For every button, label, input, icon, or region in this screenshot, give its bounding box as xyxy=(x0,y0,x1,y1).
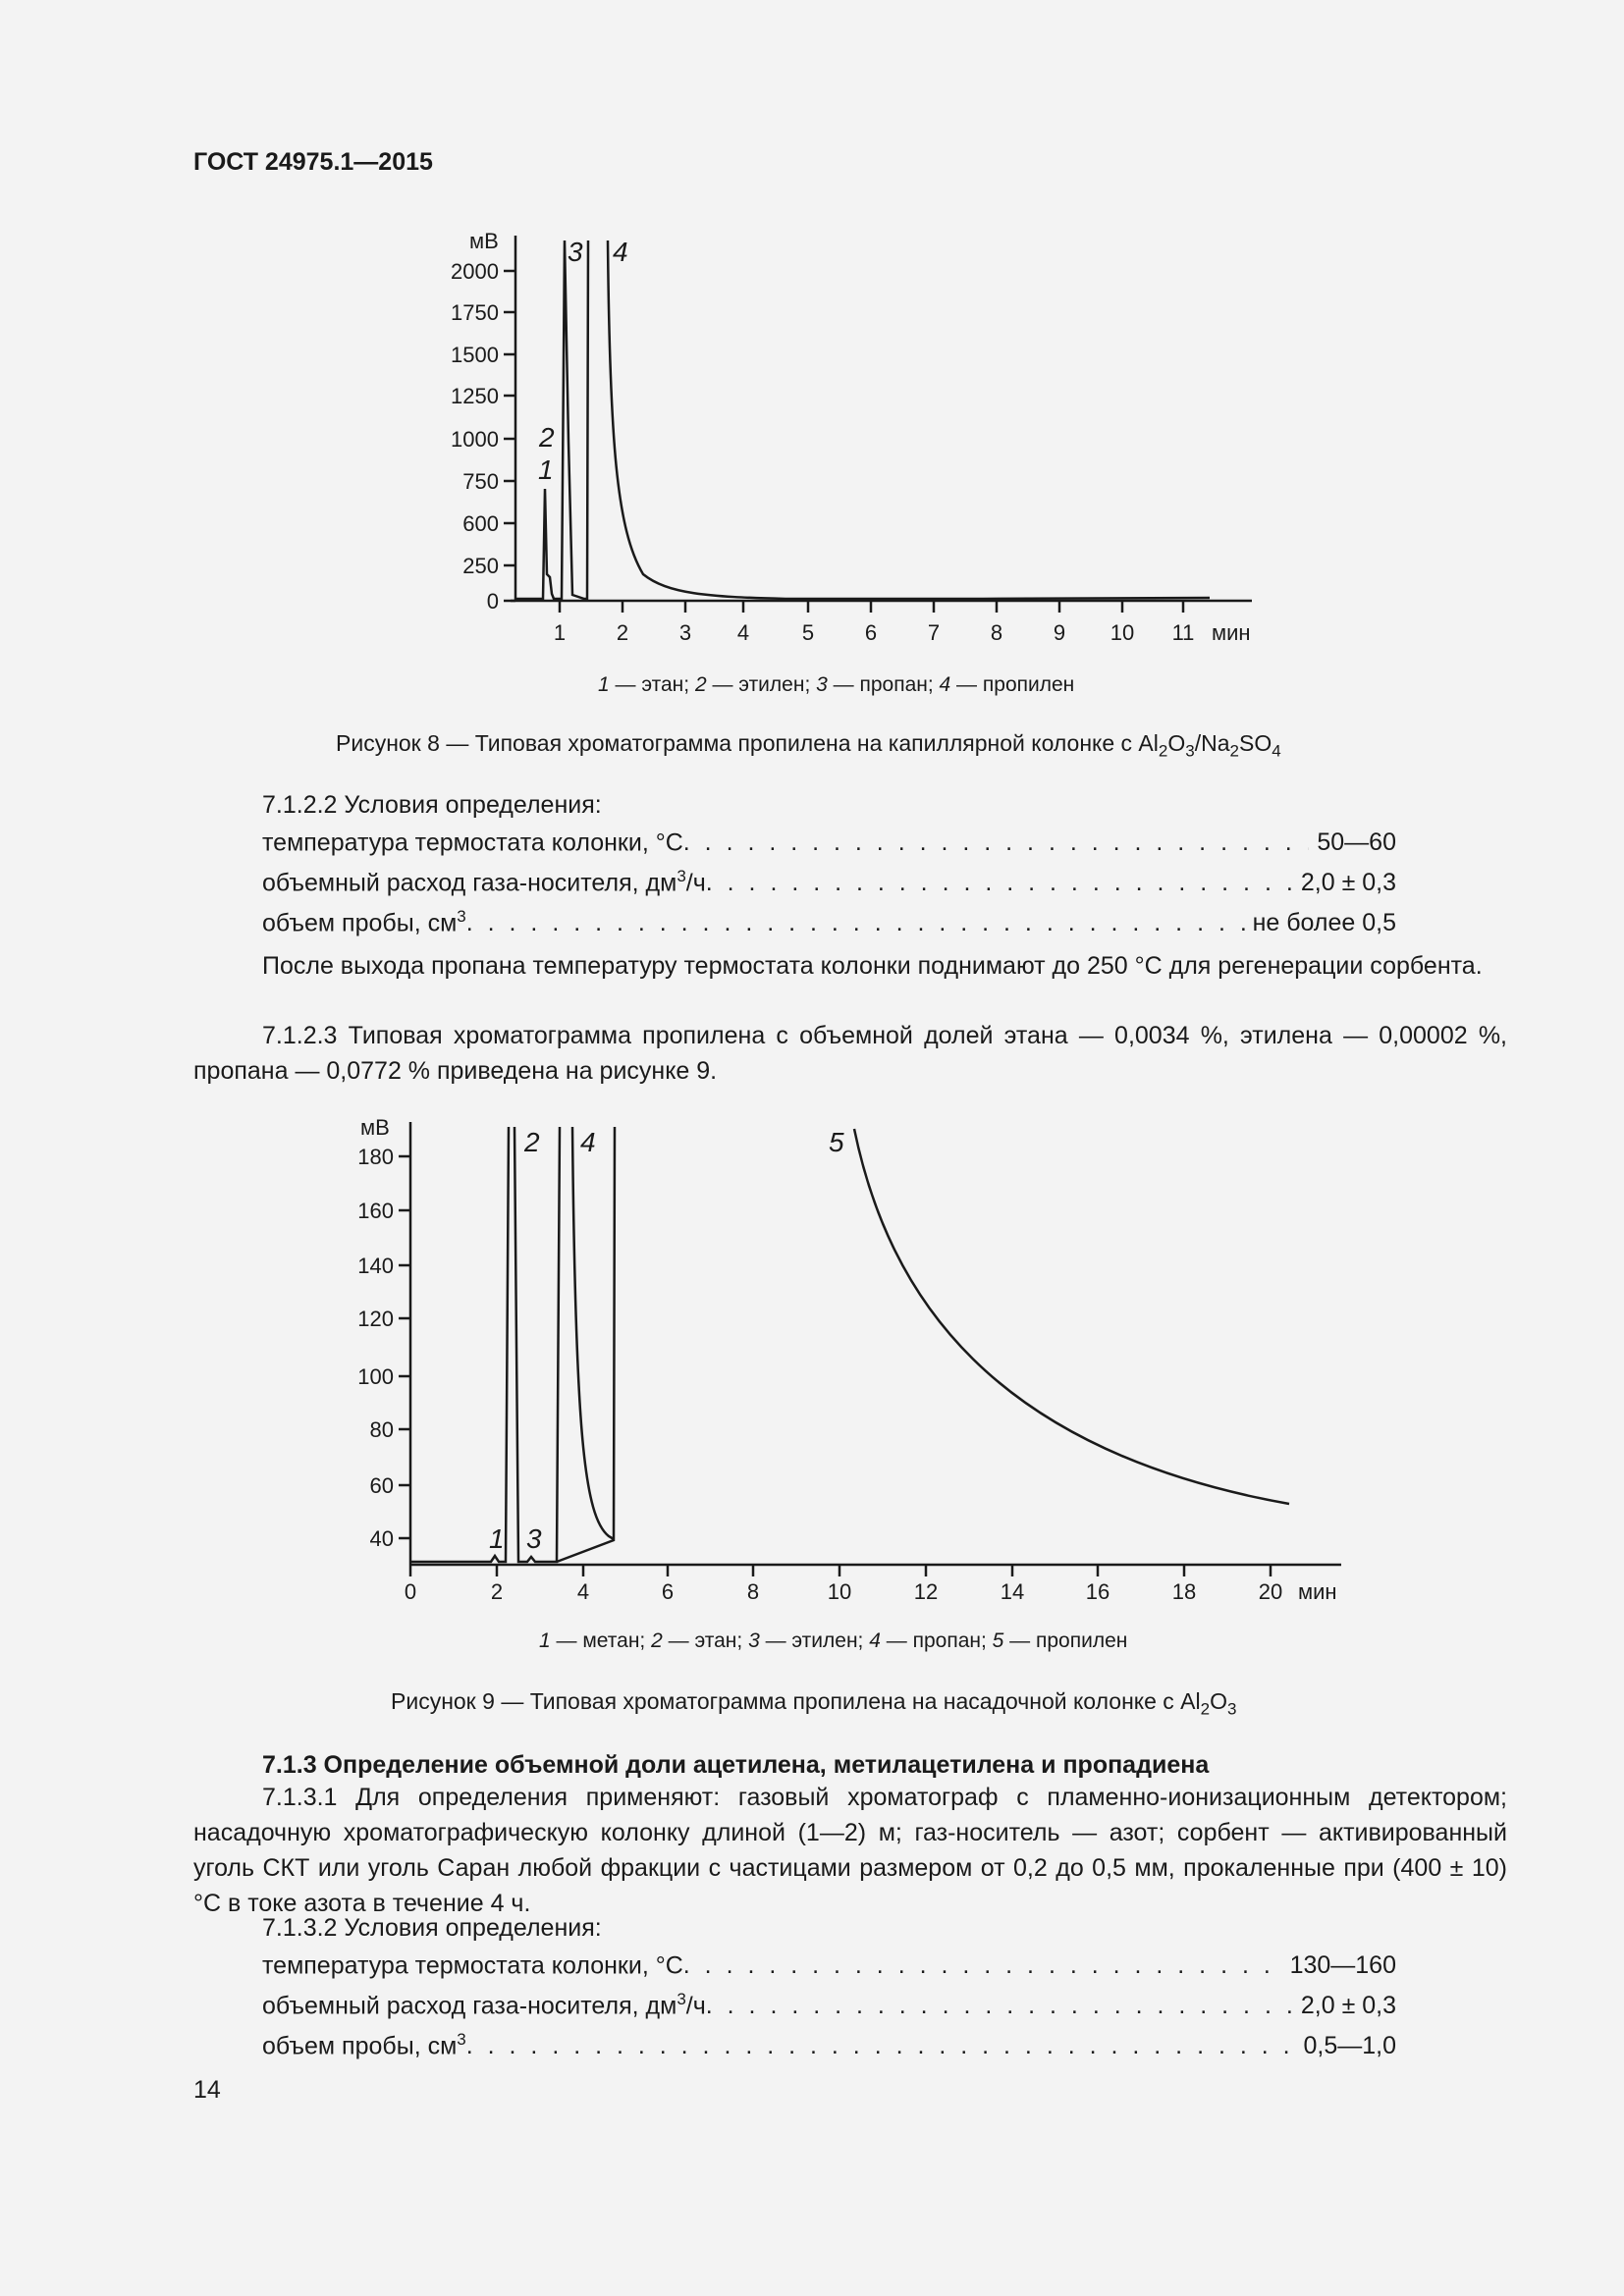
paragraph-7-1-2-3 xyxy=(193,1018,1507,1089)
y-tick-label: 600 xyxy=(462,511,499,536)
x-tick-label: 20 xyxy=(1258,1579,1283,1604)
condition-label: объемный расход газа-носителя, дм xyxy=(262,869,677,897)
peak-label: 3 xyxy=(568,237,583,267)
x-tick-label: 6 xyxy=(661,1579,675,1604)
x-tick-label: 10 xyxy=(827,1579,852,1604)
caption-text: SO xyxy=(1238,730,1272,756)
condition-label: температура термостата колонки, °С xyxy=(262,1951,683,1980)
caption-text: O xyxy=(1210,1688,1227,1714)
y-tick-label: 750 xyxy=(462,469,499,494)
condition-value: 0,5—1,0 xyxy=(1303,2032,1396,2060)
peak-label: 2 xyxy=(524,1127,540,1157)
y-unit-label: мВ xyxy=(360,1115,390,1140)
legend-name: — метан; xyxy=(550,1629,652,1652)
legend-name: — пропилен xyxy=(950,673,1075,696)
x-tick-label: 12 xyxy=(913,1579,939,1604)
figure-8-x-tick-labels xyxy=(554,620,1251,645)
y-tick-label: 1500 xyxy=(451,343,499,367)
x-tick-label: 8 xyxy=(990,620,1003,645)
y-tick-label: 80 xyxy=(369,1417,394,1442)
legend-num: 5 xyxy=(992,1629,1004,1652)
figure-8-y-tick-labels xyxy=(451,229,499,614)
legend-name: — этилен; xyxy=(706,673,817,696)
condition-sup: 3 xyxy=(457,2030,466,2049)
y-tick-label: 0 xyxy=(486,589,499,614)
legend-num: 4 xyxy=(869,1629,881,1652)
x-unit-label: мин xyxy=(1212,620,1251,645)
condition-row xyxy=(262,907,1396,937)
peak-label: 3 xyxy=(526,1523,542,1554)
figure-9-peak-labels xyxy=(489,1127,844,1554)
condition-row xyxy=(262,1949,1396,1980)
x-tick-label: 3 xyxy=(678,620,692,645)
legend-num: 3 xyxy=(816,673,828,696)
y-tick-label: 100 xyxy=(357,1364,394,1389)
x-tick-label: 2 xyxy=(490,1579,504,1604)
peak-label: 2 xyxy=(539,422,555,453)
legend-name: — пропан; xyxy=(827,673,940,696)
legend-num: 2 xyxy=(694,673,707,696)
x-tick-label: 10 xyxy=(1110,620,1135,645)
condition-row xyxy=(262,2030,1396,2060)
condition-row xyxy=(262,827,1396,857)
figure-9-x-tick-labels xyxy=(405,1579,1337,1604)
x-tick-label: 7 xyxy=(927,620,941,645)
caption-subscript: 3 xyxy=(1185,741,1195,761)
peak-label: 1 xyxy=(489,1523,505,1554)
figure-9-caption xyxy=(391,1688,1236,1720)
y-tick-label: 60 xyxy=(369,1473,394,1498)
caption-subscript: 4 xyxy=(1272,741,1281,761)
section-7-1-3-2-title: 7.1.3.2 Условия определения: xyxy=(262,1914,602,1942)
y-tick-label: 120 xyxy=(357,1307,394,1331)
legend-num: 1 xyxy=(539,1629,551,1652)
y-tick-label: 1000 xyxy=(451,427,499,452)
peak-label: 4 xyxy=(613,237,628,267)
page-number: 14 xyxy=(193,2076,221,2104)
y-tick-label: 140 xyxy=(357,1254,394,1278)
condition-value: не более 0,5 xyxy=(1252,909,1396,937)
condition-sup: 3 xyxy=(457,907,466,926)
condition-row xyxy=(262,1990,1396,2020)
paragraph-7-1-3-1 xyxy=(193,1780,1507,1921)
figure-9-y-tick-labels xyxy=(357,1115,394,1551)
condition-label-suffix: /ч xyxy=(685,869,706,897)
leader-dots xyxy=(706,869,1293,897)
caption-text: Рисунок 9 — Типовая хроматограмма пропилена на насадочной колонке с Al xyxy=(391,1688,1201,1714)
x-unit-label: мин xyxy=(1298,1579,1337,1604)
condition-label: объемный расход газа-носителя, дм xyxy=(262,1992,677,2020)
x-tick-label: 0 xyxy=(404,1579,417,1604)
caption-text: O xyxy=(1167,730,1186,756)
legend-name: — этан; xyxy=(662,1629,749,1652)
caption-subscript: 3 xyxy=(1226,1699,1237,1719)
leader-dots xyxy=(683,1951,1282,1980)
y-tick-label: 40 xyxy=(369,1526,394,1551)
legend-num: 1 xyxy=(598,673,610,696)
figure-9-trace xyxy=(410,1127,615,1562)
x-tick-label: 4 xyxy=(736,620,750,645)
paragraph-text: После выхода пропана температуру термостата колонки поднимают до 250 °С для регенерации сорбента. xyxy=(262,952,1483,980)
y-tick-label: 160 xyxy=(357,1199,394,1223)
figure-9-legend xyxy=(539,1629,1127,1653)
condition-value: 50—60 xyxy=(1317,828,1396,857)
figure-9-propylene-peak xyxy=(854,1129,1289,1504)
legend-num: 4 xyxy=(939,673,951,696)
x-tick-label: 8 xyxy=(746,1579,760,1604)
x-tick-label: 9 xyxy=(1053,620,1066,645)
figure-9-chromatogram xyxy=(0,1104,1624,1654)
paragraph-text: 7.1.2.3 Типовая хроматограмма пропилена с объемной долей этана — 0,0034 %, этилена — 0,00002 %, пропана — 0,0772 % приведена на рисунке 9. xyxy=(193,1022,1507,1085)
section-7-1-3-heading: 7.1.3 Определение объемной доли ацетилена, метилацетилена и пропадиена xyxy=(262,1751,1210,1779)
figure-8-caption xyxy=(336,730,1281,762)
peak-label: 4 xyxy=(580,1127,596,1157)
figure-8-trace xyxy=(515,240,1210,599)
x-tick-label: 11 xyxy=(1171,620,1195,645)
leader-dots xyxy=(706,1992,1293,2020)
y-unit-label: мВ xyxy=(469,229,499,253)
condition-sup: 3 xyxy=(677,1990,686,2008)
condition-label: объем пробы, см xyxy=(262,909,458,937)
leader-dots xyxy=(683,828,1310,857)
legend-name: — пропан; xyxy=(880,1629,993,1652)
document-header: ГОСТ 24975.1—2015 xyxy=(193,148,433,176)
x-tick-label: 14 xyxy=(1000,1579,1025,1604)
condition-value: 2,0 ± 0,3 xyxy=(1300,1992,1396,2020)
paragraph-regeneration xyxy=(193,948,1507,984)
condition-label: температура термостата колонки, °С xyxy=(262,828,683,857)
x-tick-label: 5 xyxy=(801,620,815,645)
caption-subscript: 2 xyxy=(1229,741,1239,761)
paragraph-text: 7.1.3.1 Для определения применяют: газовый хроматограф с пламенно-ионизационным детектором; насадочную хроматографическую колонку длиной (1—2) м; газ-носитель — азот; сорбент — активированный уголь СКТ или уголь Саран любой фракции с частицами размером от 0,2 до 0,5 мм, прокаленные при (400 ± 10) °С в токе азота в течение 4 ч. xyxy=(193,1784,1507,1917)
x-tick-label: 16 xyxy=(1085,1579,1110,1604)
legend-name: — этилен; xyxy=(759,1629,870,1652)
legend-name: — пропилен xyxy=(1003,1629,1128,1652)
y-tick-label: 1250 xyxy=(451,384,499,408)
leader-dots xyxy=(466,909,1245,937)
condition-label-suffix: /ч xyxy=(685,1992,706,2020)
x-tick-label: 2 xyxy=(616,620,629,645)
x-tick-label: 1 xyxy=(553,620,567,645)
x-tick-label: 4 xyxy=(576,1579,590,1604)
legend-num: 3 xyxy=(748,1629,760,1652)
legend-num: 2 xyxy=(651,1629,663,1652)
x-tick-label: 6 xyxy=(864,620,878,645)
caption-text: /Na xyxy=(1194,730,1230,756)
peak-label: 5 xyxy=(829,1127,844,1157)
caption-subscript: 2 xyxy=(1158,741,1168,761)
y-tick-label: 2000 xyxy=(451,259,499,284)
condition-row xyxy=(262,867,1396,897)
caption-text: Рисунок 8 — Типовая хроматограмма пропилена на капиллярной колонке с Al xyxy=(336,730,1159,756)
condition-sup: 3 xyxy=(677,867,686,885)
peak-label: 1 xyxy=(538,454,554,485)
leader-dots xyxy=(466,2032,1296,2060)
x-tick-label: 18 xyxy=(1171,1579,1197,1604)
condition-label: объем пробы, см xyxy=(262,2032,458,2060)
y-tick-label: 250 xyxy=(462,554,499,578)
legend-name: — этан; xyxy=(609,673,695,696)
figure-8-legend xyxy=(598,673,1074,697)
section-7-1-2-2-title: 7.1.2.2 Условия определения: xyxy=(262,791,602,819)
y-tick-label: 1750 xyxy=(451,300,499,325)
y-tick-label: 180 xyxy=(357,1145,394,1169)
caption-subscript: 2 xyxy=(1200,1699,1211,1719)
condition-value: 2,0 ± 0,3 xyxy=(1300,869,1396,897)
condition-value: 130—160 xyxy=(1289,1951,1396,1980)
